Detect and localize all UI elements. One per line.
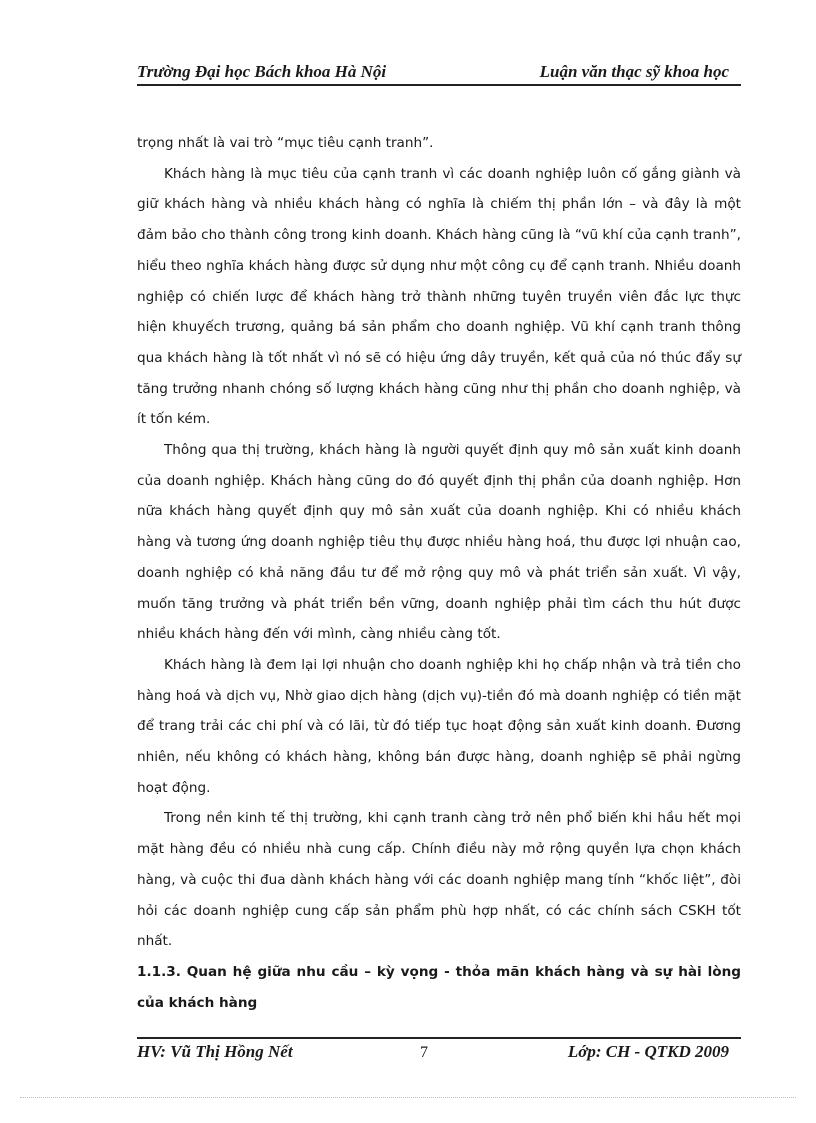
page-header — [137, 58, 741, 86]
paragraph-continued: trọng nhất là vai trò “mục tiêu cạnh tranh”. — [137, 135, 434, 151]
page-footer — [137, 1042, 741, 1066]
paragraph-competition-target: Khách hàng là mục tiêu của cạnh tranh vì các doanh nghiệp luôn cố gắng giành và giữ khách hàng và nhiều khách hàng có nghĩa là chiếm thị phần lớn – và đây là một đảm bảo cho thành công trong kinh doanh. Khách hàng cũng là “vũ khí của cạnh tranh”, hiểu theo nghĩa khách hàng được sử dụng như một công cụ để cạnh tranh. Nhiều doanh nghiệp có chiến lược để khách hàng trở thành những tuyên truyền viên đắc lực thực hiện khuyếch trương, quảng bá sản phẩm cho doanh nghiệp. Vũ khí cạnh tranh thông qua khách hàng là tốt nhất vì nó sẽ có hiệu ứng dây truyền, kết quả của nó thúc đẩy sự tăng trưởng nhanh chóng số lượng khách hàng cũng như thị phần cho doanh nghiệp, và ít tốn kém. — [137, 165, 741, 428]
section-heading: 1.1.3. Quan hệ giữa nhu cầu – kỳ vọng - thỏa mãn khách hàng và sự hài lòng của khách hàng — [137, 963, 741, 1011]
page-bottom-border — [20, 1097, 796, 1098]
footer-class: Lớp: CH - QTKD 2009 — [567, 1042, 729, 1061]
page-number: 7 — [420, 1044, 428, 1061]
paragraph-market-economy: Trong nền kinh tế thị trường, khi cạnh tranh càng trở nên phổ biến khi hầu hết mọi mặt hàng đều có nhiều nhà cung cấp. Chính điều này mở rộng quyền lựa chọn khách hàng, và cuộc thi đua dành khách hàng với các doanh nghiệp mang tính “khốc liệt”, đòi hỏi các doanh nghiệp cung cấp sản phẩm phù hợp nhất, có các chính sách CSKH tốt nhất. — [137, 810, 741, 950]
paragraph-market-scale: Thông qua thị trường, khách hàng là người quyết định quy mô sản xuất kinh doanh của doanh nghiệp. Khách hàng cũng do đó quyết định thị phần của doanh nghiệp. Hơn nữa khách hàng quyết định quy mô sản xuất của doanh nghiệp. Khi có nhiều khách hàng và tương ứng doanh nghiệp tiêu thụ được nhiều hàng hoá, thu được lợi nhuận cao, doanh nghiệp có khả năng đầu tư để mở rộng quy mô và phát triển sản xuất. Vì vậy, muốn tăng trưởng và phát triển bền vững, doanh nghiệp phải tìm cách thu hút được nhiều khách hàng đến với mình, càng nhiều càng tốt. — [137, 442, 741, 643]
document-body — [137, 128, 741, 1018]
footer-divider — [137, 1037, 741, 1039]
paragraph-profit: Khách hàng là đem lại lợi nhuận cho doanh nghiệp khi họ chấp nhận và trả tiền cho hàng hoá và dịch vụ, Nhờ giao dịch hàng (dịch vụ)-tiền đó mà doanh nghiệp có tiền mặt để trang trải các chi phí và có lãi, từ đó tiếp tục hoạt động sản xuất kinh doanh. Đương nhiên, nếu không có khách hàng, không bán được hàng, doanh nghiệp sẽ phải ngừng hoạt động. — [137, 656, 741, 796]
header-university: Trường Đại học Bách khoa Hà Nội — [137, 62, 387, 81]
footer-author: HV: Vũ Thị Hồng Nết — [137, 1042, 293, 1061]
header-thesis-type: Luận văn thạc sỹ khoa học — [539, 62, 729, 81]
